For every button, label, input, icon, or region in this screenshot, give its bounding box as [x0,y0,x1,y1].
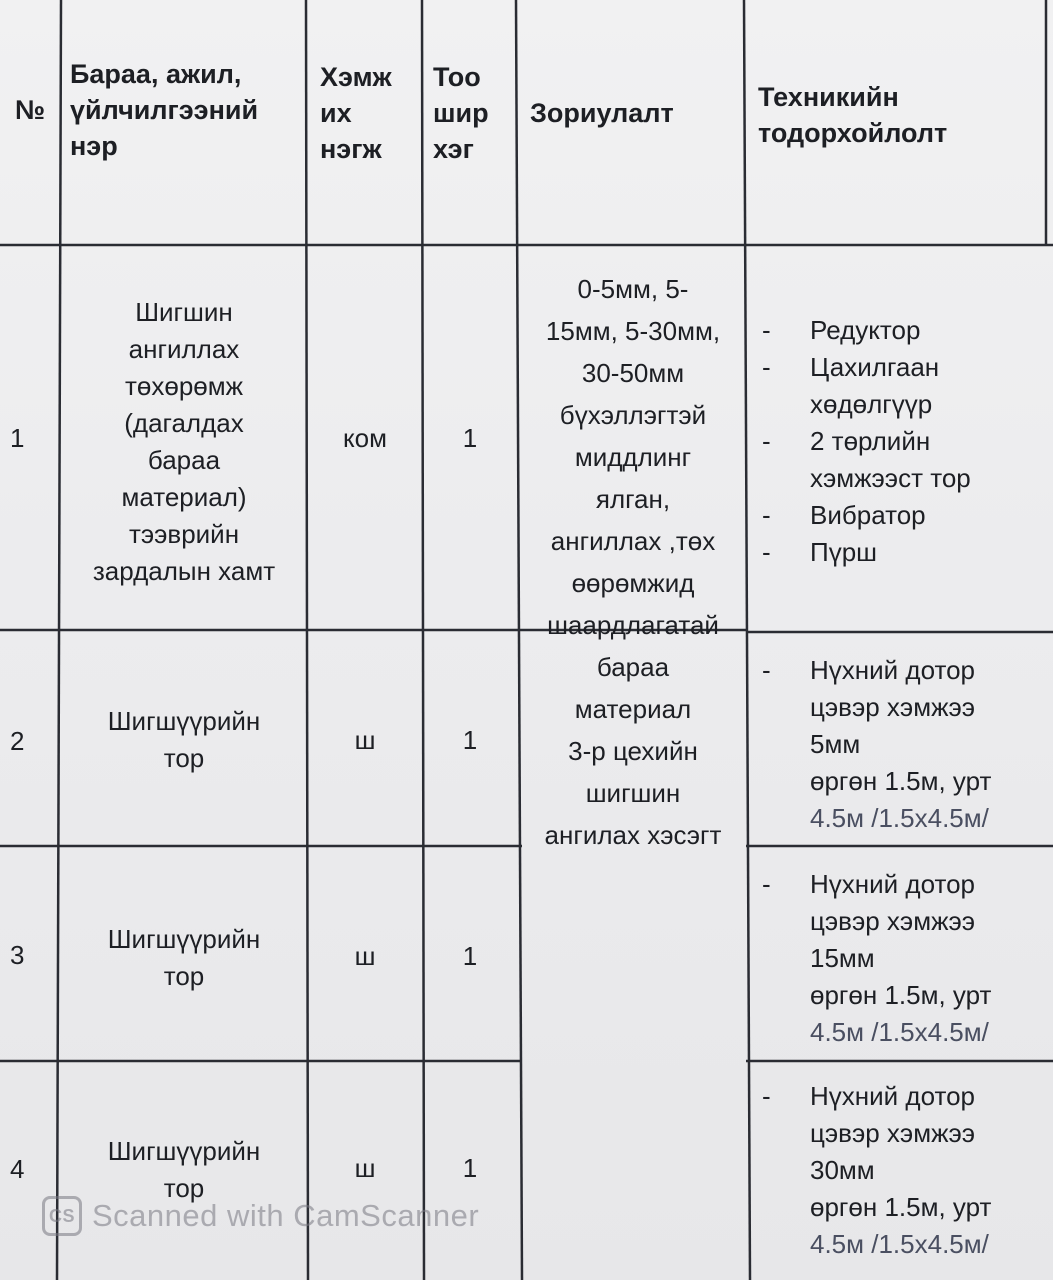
spec-item: - Цахилгаан хөдөлгүүр [762,352,940,419]
row-1-no: 1 [10,422,25,453]
header-qty: Тоо шир хэг [433,62,489,164]
row-4-no: 4 [10,1153,25,1184]
spec-item: - Редуктор [762,315,921,345]
header-no: № [14,95,46,125]
row-3-no: 3 [10,939,25,970]
watermark-text: Scanned with CamScanner [92,1198,480,1233]
row-4-unit: ш [354,1152,376,1183]
row-4-qty: 1 [462,1152,478,1183]
spec-item: - Нүхний дотор цэвэр хэмжээ 30мм өргөн 1.5м, урт 4.5м /1.5х4.5м/ [762,1081,992,1259]
camscanner-logo-icon: CS [42,1196,82,1236]
row-4-spec [762,1078,1046,1264]
camscanner-watermark [42,1196,479,1236]
header-spec: Техникийн тодорхойлолт [758,82,948,148]
purpose-cell: 0-5мм, 5- 15мм, 5-30мм, 30-50мм бүхэллэгтэй миддлинг ялган, ангиллах ,төх өөрөмжид шаардлагатай бараа материал 3-р цехийн шигшин ангилах хэсэгт [544,274,722,850]
spec-item: - Пүрш [762,537,878,567]
row-2-unit: ш [354,724,376,755]
row-3-qty: 1 [462,940,478,971]
row-2-qty: 1 [462,724,478,755]
row-3-spec [762,866,1046,1052]
row-1-spec [762,312,1046,582]
header-unit: Хэмж их нэгж [320,62,392,164]
spec-item: - Вибратор [762,500,926,530]
row-4-name: Шигшүүрийн тор [107,1136,261,1203]
spec-item: - 2 төрлийн хэмжээст тор [762,426,971,493]
row-1-name: Шигшин ангиллах төхөрөмж (дагалдах бараа материал) тээврийн зардалын хамт [92,297,276,586]
row-3-name: Шигшүүрийн тор [107,924,261,991]
row-1-qty: 1 [462,422,478,453]
header-name: Бараа, ажил, үйлчилгээний нэр [70,59,259,161]
row-3-unit: ш [354,940,376,971]
row-1-unit: ком [342,422,387,453]
header-purpose: Зориулалт [530,98,674,128]
spec-item: - Нүхний дотор цэвэр хэмжээ 15мм өргөн 1.5м, урт 4.5м /1.5х4.5м/ [762,869,992,1047]
row-2-name: Шигшүүрийн тор [107,706,261,773]
row-2-no: 2 [10,725,25,756]
spec-item: - Нүхний дотор цэвэр хэмжээ 5мм өргөн 1.5м, урт 4.5м /1.5х4.5м/ [762,655,992,833]
row-2-spec [762,652,1046,838]
